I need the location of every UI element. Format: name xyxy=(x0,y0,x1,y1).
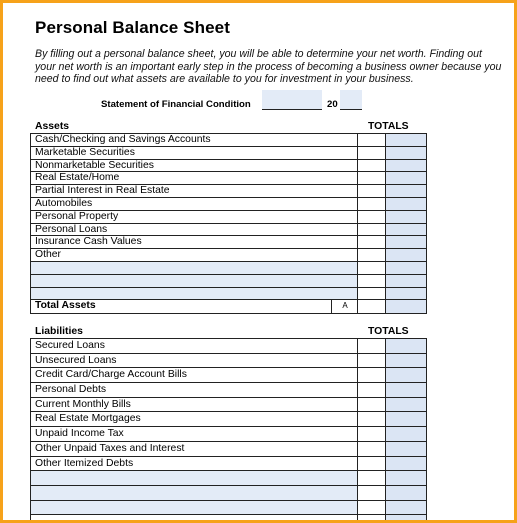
asset-label: Real Estate/Home xyxy=(31,172,358,184)
liability-value-field[interactable] xyxy=(385,412,426,426)
table-row xyxy=(31,442,426,457)
asset-label: Automobiles xyxy=(31,198,358,210)
assets-table xyxy=(30,133,427,314)
statement-label: Statement of Financial Condition xyxy=(101,99,251,110)
liability-label: Secured Loans xyxy=(31,339,358,353)
asset-value-field[interactable] xyxy=(385,160,426,172)
liability-value-field[interactable] xyxy=(385,354,426,368)
liability-value-field[interactable] xyxy=(385,457,426,471)
liability-value-field[interactable] xyxy=(385,398,426,412)
asset-value-field[interactable] xyxy=(385,172,426,184)
liability-label: Credit Card/Charge Account Bills xyxy=(31,368,358,382)
intro-text: By filling out a personal balance sheet, you will be able to determine your net worth. Finding out your net worth is an important early step in the process of becoming a business owner because you need to find out what assets are available to you for investment in your business. xyxy=(35,48,502,86)
asset-value-field[interactable] xyxy=(385,198,426,210)
table-row xyxy=(31,160,426,173)
liability-value-field[interactable] xyxy=(385,383,426,397)
asset-label: Cash/Checking and Savings Accounts xyxy=(31,134,358,146)
table-row xyxy=(31,486,426,501)
table-row xyxy=(31,236,426,249)
asset-value-field[interactable] xyxy=(385,262,426,274)
asset-value-field[interactable] xyxy=(385,185,426,197)
assets-totals-header: TOTALS xyxy=(368,121,409,132)
table-row xyxy=(31,211,426,224)
asset-blank-label-field[interactable] xyxy=(31,288,358,300)
asset-label: Personal Loans xyxy=(31,224,358,236)
table-row xyxy=(31,249,426,262)
table-row xyxy=(31,147,426,160)
statement-year-prefix: 20 xyxy=(327,99,338,110)
asset-label: Nonmarketable Securities xyxy=(31,160,358,172)
liability-value-field[interactable] xyxy=(385,501,426,515)
page-title: Personal Balance Sheet xyxy=(35,18,230,37)
liability-value-field[interactable] xyxy=(385,515,426,523)
table-row xyxy=(31,275,426,288)
total-assets-symbol: A xyxy=(331,300,358,313)
liability-label: Current Monthly Bills xyxy=(31,398,358,412)
table-row xyxy=(31,262,426,275)
table-row xyxy=(31,501,426,516)
liabilities-table xyxy=(30,338,427,523)
table-row xyxy=(31,198,426,211)
liability-value-field[interactable] xyxy=(385,471,426,485)
liability-blank-label-field[interactable] xyxy=(31,501,358,515)
table-row xyxy=(31,172,426,185)
asset-value-field[interactable] xyxy=(385,288,426,300)
table-row xyxy=(31,427,426,442)
asset-blank-label-field[interactable] xyxy=(31,262,358,274)
asset-value-field[interactable] xyxy=(385,147,426,159)
table-row xyxy=(31,354,426,369)
total-assets-label: Total Assets xyxy=(31,300,358,313)
total-assets-row xyxy=(31,300,426,313)
asset-value-field[interactable] xyxy=(385,134,426,146)
asset-label: Insurance Cash Values xyxy=(31,236,358,248)
liability-label: Unpaid Income Tax xyxy=(31,427,358,441)
asset-value-field[interactable] xyxy=(385,236,426,248)
liability-value-field[interactable] xyxy=(385,427,426,441)
table-row xyxy=(31,515,426,523)
liability-blank-label-field[interactable] xyxy=(31,471,358,485)
liability-value-field[interactable] xyxy=(385,368,426,382)
table-row xyxy=(31,224,426,237)
table-row xyxy=(31,471,426,486)
liability-label: Personal Debts xyxy=(31,383,358,397)
assets-header: Assets xyxy=(35,121,70,132)
liabilities-header: Liabilities xyxy=(35,326,83,337)
asset-value-field[interactable] xyxy=(385,224,426,236)
liability-label: Unsecured Loans xyxy=(31,354,358,368)
liability-blank-label-field[interactable] xyxy=(31,486,358,500)
liability-total-label xyxy=(31,515,358,523)
table-row xyxy=(31,383,426,398)
table-row xyxy=(31,185,426,198)
table-row xyxy=(31,457,426,472)
table-row xyxy=(31,134,426,147)
asset-value-field[interactable] xyxy=(385,211,426,223)
table-row xyxy=(31,339,426,354)
liabilities-totals-header: TOTALS xyxy=(368,326,409,337)
asset-value-field[interactable] xyxy=(385,249,426,261)
table-row xyxy=(31,288,426,301)
asset-blank-label-field[interactable] xyxy=(31,275,358,287)
asset-label: Personal Property xyxy=(31,211,358,223)
statement-date-field[interactable] xyxy=(262,90,322,110)
total-assets-value-field[interactable] xyxy=(385,300,426,313)
liability-value-field[interactable] xyxy=(385,442,426,456)
liability-label: Other Itemized Debts xyxy=(31,457,358,471)
liability-value-field[interactable] xyxy=(385,339,426,353)
table-row xyxy=(31,368,426,383)
asset-label: Other xyxy=(31,249,358,261)
asset-value-field[interactable] xyxy=(385,275,426,287)
asset-label: Marketable Securities xyxy=(31,147,358,159)
liability-label: Other Unpaid Taxes and Interest xyxy=(31,442,358,456)
asset-label: Partial Interest in Real Estate xyxy=(31,185,358,197)
table-row xyxy=(31,412,426,427)
liability-value-field[interactable] xyxy=(385,486,426,500)
statement-year-field[interactable] xyxy=(340,90,362,110)
table-row xyxy=(31,398,426,413)
liability-label: Real Estate Mortgages xyxy=(31,412,358,426)
